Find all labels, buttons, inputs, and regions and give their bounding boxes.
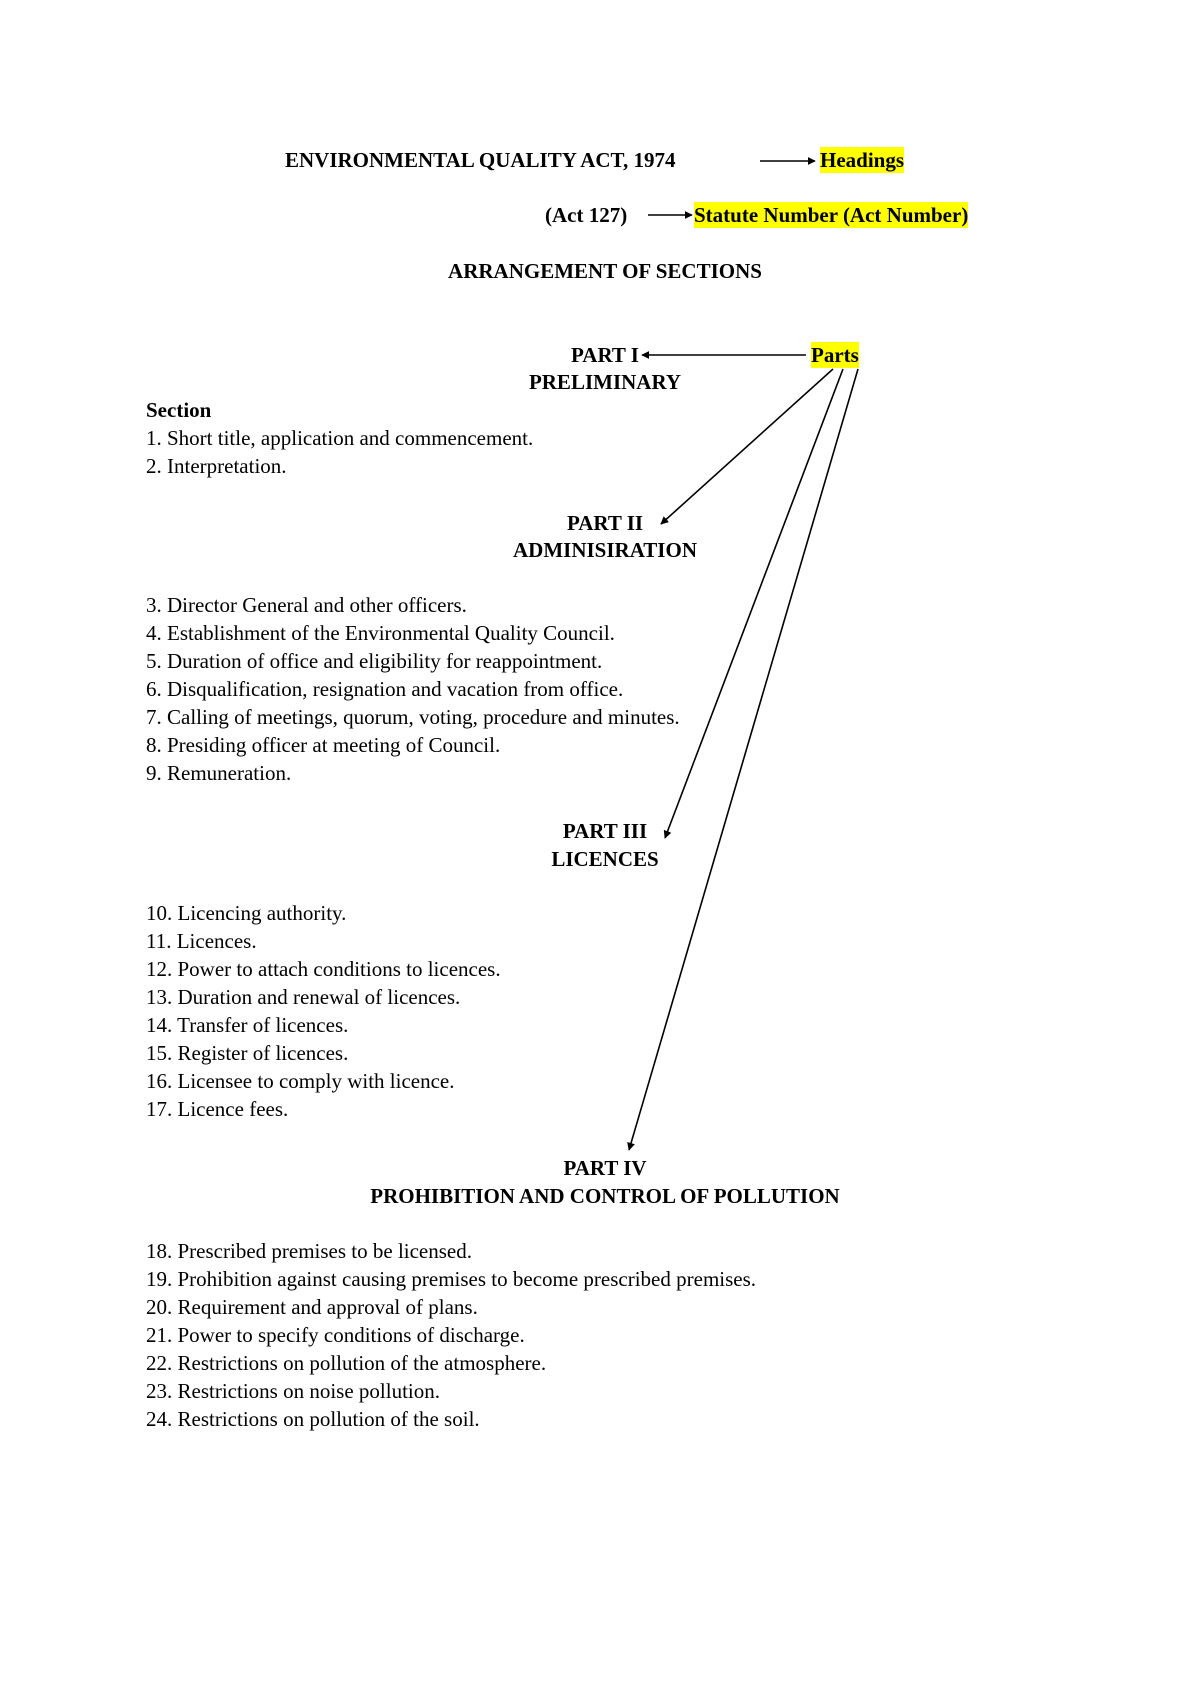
act-number: (Act 127) (545, 203, 628, 227)
part-2-label: PART II (566, 511, 644, 535)
section-item: 2. Interpretation. (146, 454, 287, 478)
arrangement-heading: ARRANGEMENT OF SECTIONS (448, 259, 762, 283)
section-item: 18. Prescribed premises to be licensed. (146, 1239, 472, 1263)
part-1-title: PRELIMINARY (528, 370, 682, 394)
section-item: 12. Power to attach conditions to licences. (146, 957, 501, 981)
section-item: 15. Register of licences. (146, 1041, 349, 1065)
section-item: 11. Licences. (146, 929, 257, 953)
section-item: 6. Disqualification, resignation and vacation from office. (146, 677, 624, 701)
part-4-label: PART IV (563, 1156, 647, 1180)
section-item: 20. Requirement and approval of plans. (146, 1295, 478, 1319)
section-item: 10. Licencing authority. (146, 901, 347, 925)
part-2-title: ADMINISIRATION (513, 538, 697, 562)
section-item: 13. Duration and renewal of licences. (146, 985, 461, 1009)
section-item: 16. Licensee to comply with licence. (146, 1069, 455, 1093)
statute-number-annotation: Statute Number (Act Number) (694, 203, 969, 227)
section-item: 9. Remuneration. (146, 761, 292, 785)
section-item: 7. Calling of meetings, quorum, voting, procedure and minutes. (146, 705, 680, 729)
part-3-title: LICENCES (551, 847, 659, 871)
section-item: 23. Restrictions on noise pollution. (146, 1379, 440, 1403)
section-item: 8. Presiding officer at meeting of Council. (146, 733, 501, 757)
parts-annotation: Parts (811, 343, 859, 367)
section-item: 22. Restrictions on pollution of the atmosphere. (146, 1351, 547, 1375)
section-item: 3. Director General and other officers. (146, 593, 467, 617)
section-item: 14. Transfer of licences. (146, 1013, 349, 1037)
part-3-label: PART III (562, 819, 648, 843)
act-title: ENVIRONMENTAL QUALITY ACT, 1974 (285, 148, 676, 172)
section-item: 1. Short title, application and commencement. (146, 426, 534, 450)
section-item: 4. Establishment of the Environmental Quality Council. (146, 621, 615, 645)
part-4-title: PROHIBITION AND CONTROL OF POLLUTION (370, 1184, 840, 1208)
headings-annotation: Headings (820, 148, 905, 172)
section-item: 17. Licence fees. (146, 1097, 289, 1121)
section-item: 5. Duration of office and eligibility for reappointment. (146, 649, 603, 673)
part-1-label: PART I (571, 343, 639, 367)
section-label: Section (146, 398, 212, 422)
parts-to-part-2-arrow (661, 369, 833, 524)
section-item: 21. Power to specify conditions of discharge. (146, 1323, 525, 1347)
section-item: 24. Restrictions on pollution of the soil. (146, 1407, 480, 1431)
parts-to-part-4-arrow (629, 369, 858, 1150)
section-item: 19. Prohibition against causing premises to become prescribed premises. (146, 1267, 757, 1291)
